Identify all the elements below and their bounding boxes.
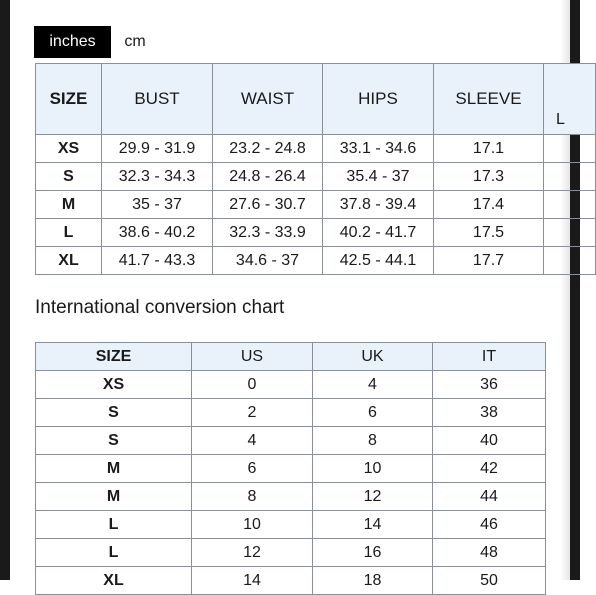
length-cell-partial (544, 191, 596, 219)
header-size: SIZE (36, 64, 102, 135)
size-cell: XL (36, 567, 192, 595)
conversion-chart-row (36, 567, 546, 595)
bust-cell: 29.9 - 31.9 (102, 135, 213, 163)
conversion-chart-row (36, 399, 546, 427)
size-cell: M (36, 455, 192, 483)
it-cell: 48 (433, 539, 546, 567)
it-cell: 38 (433, 399, 546, 427)
us-cell: 10 (192, 511, 313, 539)
length-cell-partial (544, 163, 596, 191)
us-cell: 2 (192, 399, 313, 427)
size-chart-table (35, 63, 596, 275)
uk-cell: 8 (313, 427, 433, 455)
bust-cell: 35 - 37 (102, 191, 213, 219)
uk-cell: 6 (313, 399, 433, 427)
size-chart-row (36, 247, 596, 275)
size-cell: L (36, 219, 102, 247)
conversion-chart-row (36, 511, 546, 539)
us-cell: 0 (192, 371, 313, 399)
size-chart-row (36, 219, 596, 247)
size-chart-header-row (36, 64, 596, 135)
waist-cell: 27.6 - 30.7 (213, 191, 323, 219)
conversion-chart-row (36, 539, 546, 567)
size-cell: L (36, 511, 192, 539)
unit-toggle (34, 26, 159, 58)
bust-cell: 41.7 - 43.3 (102, 247, 213, 275)
size-cell: XS (36, 371, 192, 399)
conversion-chart-table (35, 342, 546, 595)
waist-cell: 24.8 - 26.4 (213, 163, 323, 191)
size-cell: S (36, 399, 192, 427)
sleeve-cell: 17.1 (434, 135, 544, 163)
hips-cell: 33.1 - 34.6 (323, 135, 434, 163)
size-cell: M (36, 483, 192, 511)
header-waist: WAIST (213, 64, 323, 135)
sleeve-cell: 17.7 (434, 247, 544, 275)
length-cell-partial (544, 219, 596, 247)
waist-cell: 23.2 - 24.8 (213, 135, 323, 163)
us-cell: 12 (192, 539, 313, 567)
header-us: US (192, 343, 313, 371)
it-cell: 40 (433, 427, 546, 455)
it-cell: 42 (433, 455, 546, 483)
conversion-chart-row (36, 427, 546, 455)
sleeve-cell: 17.3 (434, 163, 544, 191)
waist-cell: 34.6 - 37 (213, 247, 323, 275)
size-chart-row (36, 163, 596, 191)
conversion-chart-row (36, 483, 546, 511)
header-it: IT (433, 343, 546, 371)
bust-cell: 32.3 - 34.3 (102, 163, 213, 191)
us-cell: 8 (192, 483, 313, 511)
uk-cell: 16 (313, 539, 433, 567)
uk-cell: 10 (313, 455, 433, 483)
it-cell: 46 (433, 511, 546, 539)
uk-cell: 14 (313, 511, 433, 539)
it-cell: 36 (433, 371, 546, 399)
left-frame-border (0, 0, 10, 580)
conversion-chart-scroll-area[interactable] (35, 342, 545, 589)
size-cell: S (36, 163, 102, 191)
hips-cell: 35.4 - 37 (323, 163, 434, 191)
length-cell-partial (544, 247, 596, 275)
sleeve-cell: 17.5 (434, 219, 544, 247)
inches-toggle-button[interactable]: inches (34, 26, 111, 58)
header-hips: HIPS (323, 64, 434, 135)
size-chart-scroll-area[interactable] (35, 63, 565, 274)
size-cell: L (36, 539, 192, 567)
uk-cell: 4 (313, 371, 433, 399)
header-uk: UK (313, 343, 433, 371)
conversion-chart-header-row (36, 343, 546, 371)
header-bust: BUST (102, 64, 213, 135)
bust-cell: 38.6 - 40.2 (102, 219, 213, 247)
us-cell: 4 (192, 427, 313, 455)
us-cell: 14 (192, 567, 313, 595)
it-cell: 44 (433, 483, 546, 511)
hips-cell: 42.5 - 44.1 (323, 247, 434, 275)
header-length-partial (544, 64, 596, 135)
conversion-chart-row (36, 455, 546, 483)
sleeve-cell: 17.4 (434, 191, 544, 219)
size-chart-row (36, 135, 596, 163)
size-cell: XS (36, 135, 102, 163)
uk-cell: 18 (313, 567, 433, 595)
cm-toggle-button[interactable]: cm (111, 26, 159, 58)
size-cell: M (36, 191, 102, 219)
size-cell: S (36, 427, 192, 455)
us-cell: 6 (192, 455, 313, 483)
hips-cell: 40.2 - 41.7 (323, 219, 434, 247)
size-chart-row (36, 191, 596, 219)
uk-cell: 12 (313, 483, 433, 511)
header-sleeve: SLEEVE (434, 64, 544, 135)
size-cell: XL (36, 247, 102, 275)
waist-cell: 32.3 - 33.9 (213, 219, 323, 247)
conversion-chart-title: International conversion chart (35, 297, 285, 318)
length-cell-partial (544, 135, 596, 163)
header-size: SIZE (36, 343, 192, 371)
hips-cell: 37.8 - 39.4 (323, 191, 434, 219)
header-length-label: L (556, 111, 565, 128)
it-cell: 50 (433, 567, 546, 595)
conversion-chart-row (36, 371, 546, 399)
